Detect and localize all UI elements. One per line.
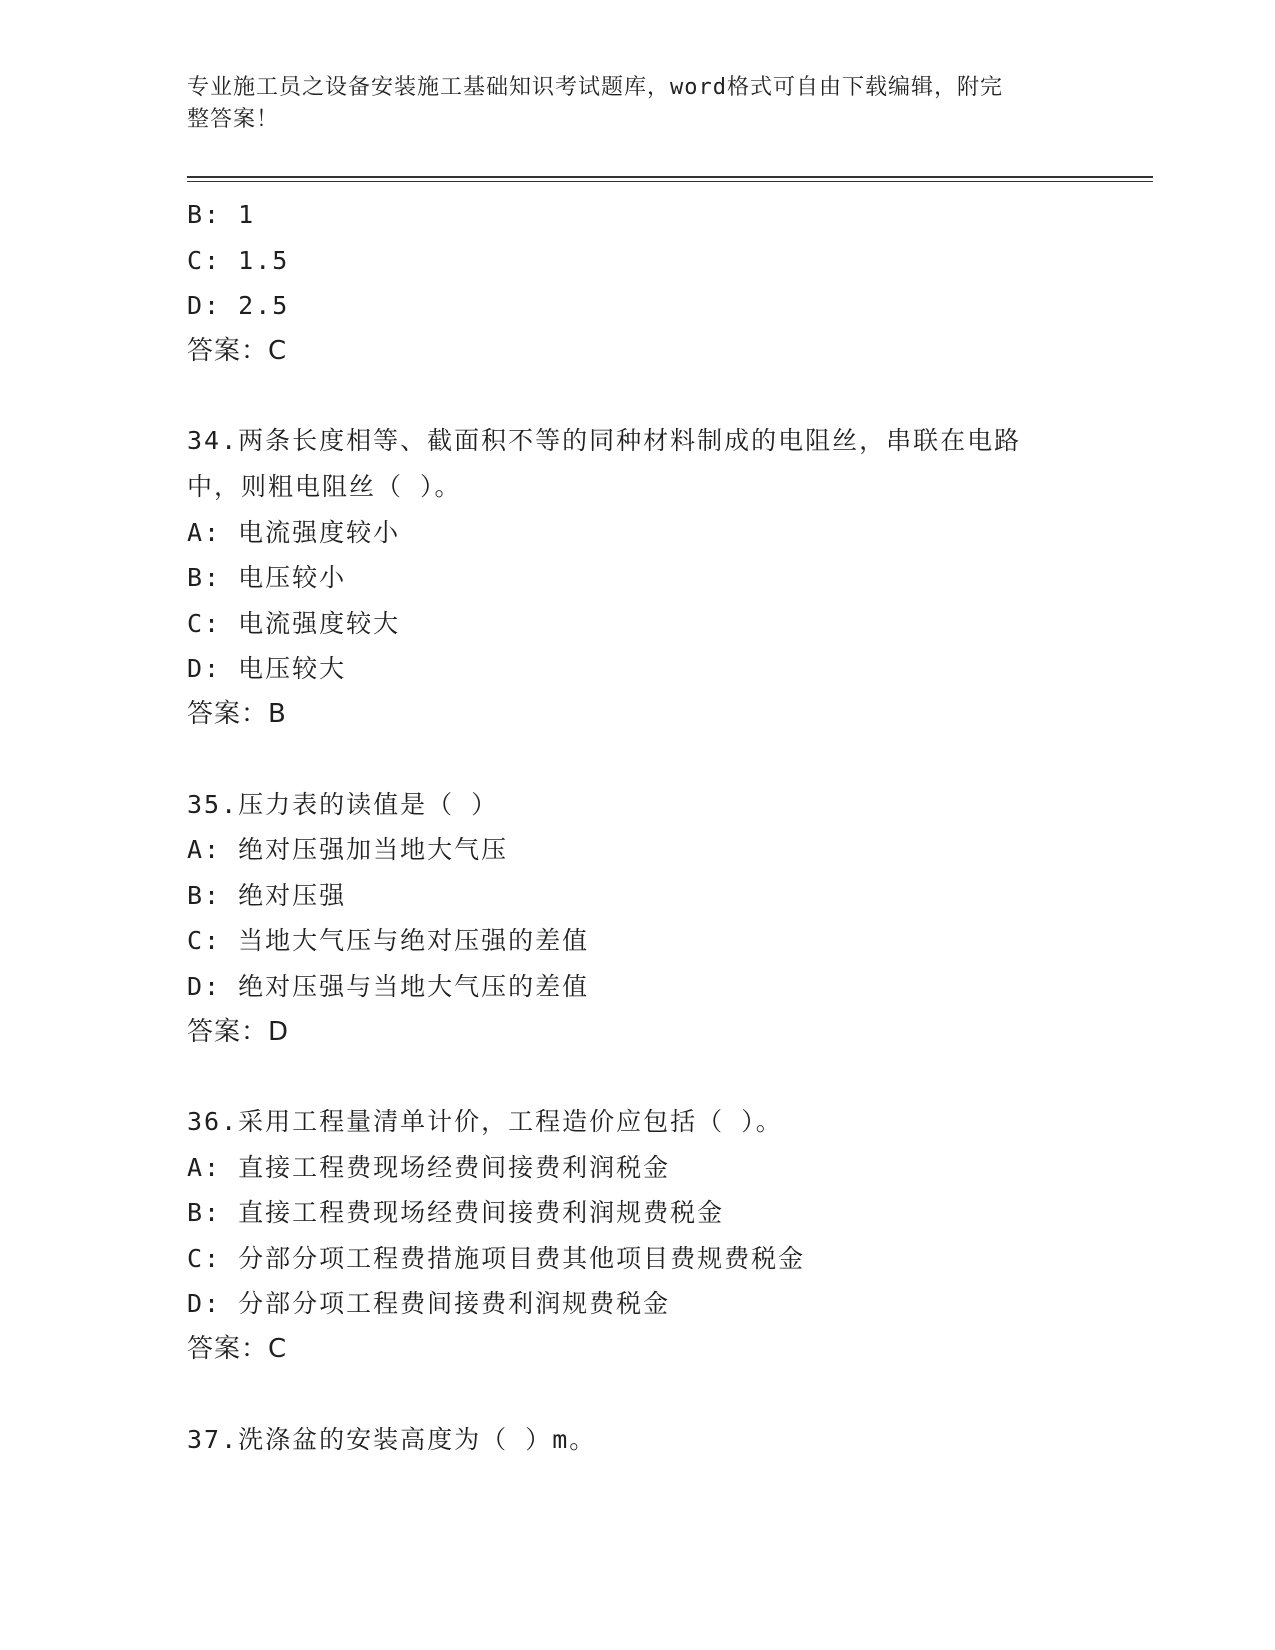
question-36 [187, 1099, 1087, 1373]
option-b: B: 1 [187, 200, 256, 229]
option-c: C: 电流强度较大 [187, 608, 401, 638]
option-c: C: 当地大气压与绝对压强的差值 [187, 926, 590, 956]
question-list [187, 192, 1087, 1462]
question-stem: 37.洗涤盆的安装高度为（ ）m。 [187, 1424, 597, 1454]
header-divider-thin [187, 181, 1153, 182]
option-d: D: 分部分项工程费间接费利润规费税金 [187, 1289, 671, 1319]
question-34 [187, 418, 1087, 737]
option-d: D: 电压较大 [187, 654, 347, 684]
question-stem-continued: 中，则粗电阻丝（ ）。 [187, 471, 462, 501]
option-b: B: 直接工程费现场经费间接费利润规费税金 [187, 1198, 725, 1228]
option-d: D: 绝对压强与当地大气压的差值 [187, 971, 590, 1001]
question-33 [187, 192, 1087, 374]
option-a: A: 绝对压强加当地大气压 [187, 835, 509, 865]
option-c: C: 分部分项工程费措施项目费其他项目费规费税金 [187, 1243, 806, 1273]
answer-line: 答案：B [187, 698, 287, 729]
answer-line: 答案：D [187, 1016, 290, 1047]
spacer [187, 738, 1087, 782]
header-title-line-2: 整答案！ [187, 107, 280, 132]
question-stem: 36.采用工程量清单计价，工程造价应包括（ ）。 [187, 1107, 783, 1137]
spacer [187, 1373, 1087, 1417]
question-stem: 34.两条长度相等、截面积不等的同种材料制成的电阻丝，串联在电路 [187, 426, 1022, 456]
spacer [187, 1055, 1087, 1099]
question-stem: 35.压力表的读值是（ ） [187, 789, 499, 819]
option-a: A: 直接工程费现场经费间接费利润税金 [187, 1152, 671, 1182]
option-a: A: 电流强度较小 [187, 517, 401, 547]
answer-line: 答案：C [187, 335, 288, 366]
option-c: C: 1.5 [187, 245, 290, 275]
option-d: D: 2.5 [187, 291, 290, 321]
option-b: B: 电压较小 [187, 563, 347, 593]
spacer [187, 374, 1087, 418]
question-37 [187, 1417, 1087, 1463]
header-divider-thick [187, 176, 1153, 178]
question-35 [187, 782, 1087, 1056]
option-b: B: 绝对压强 [187, 880, 347, 910]
answer-line: 答案：C [187, 1334, 288, 1365]
header-title-line-1: 专业施工员之设备安装施工基础知识考试题库，word格式可自由下载编辑，附完 [187, 75, 1003, 100]
page-header [187, 72, 1067, 136]
